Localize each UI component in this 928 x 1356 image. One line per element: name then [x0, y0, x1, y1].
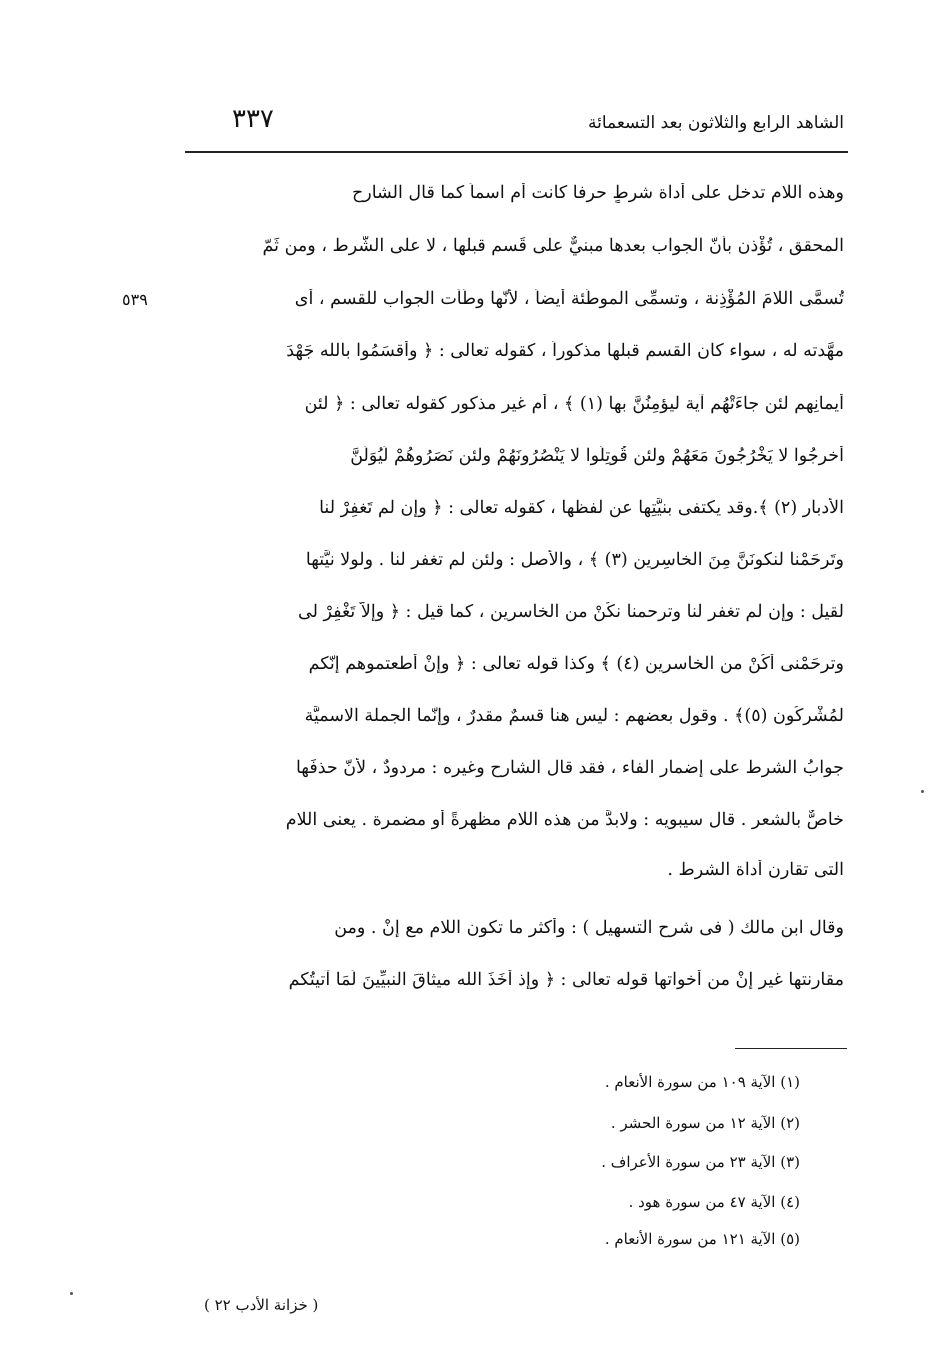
body-line: جوابُ الشرط على إضمار الفاء ، فقد قال الشارح وغيره : مردودٌ ، لأنّ حذفَها [295, 758, 844, 778]
scan-speck [70, 1292, 73, 1295]
signature-mark: ( خزانة الأدب ٢٢ ) [204, 1296, 319, 1314]
margin-reference-number: ٥٣٩ [122, 290, 148, 309]
page-number: ٣٣٧ [232, 104, 274, 134]
body-line: مهَّدته له ، سواء كان القسم قبلها مذكوراً ، كقوله تعالى : ﴿ وأقسَمُوا بالله جَهْدَ [286, 341, 844, 361]
body-line: وقال ابن مالك ( فى شرح التسهيل ) : وأكثر ما تكون اللام مع إنْ . ومن [334, 918, 844, 938]
header-rule [185, 151, 848, 153]
body-line: مقارنتها غير إنْ من أخواتها قوله تعالى : ﴿ وإذ أخَذَ الله ميثاقَ النبيِّينَ لَمَا آتيتُكم [288, 970, 844, 990]
footnote: (٢) الآية ١٢ من سورة الحشر . [610, 1114, 800, 1132]
body-line: أُخرجُوا لا يَخْرُجُونَ مَعَهُمْ ولئن قُوتِلُوا لا يَنْصُرُونَهُمْ ولئن نَصَرُوهُمْ لَيُوَلُّنَّ [350, 446, 844, 466]
body-line: وترحَمْنى أَكُنْ من الخاسرين (٤) ﴾ وكذا قوله تعالى : ﴿ وإنْ أطعتموهم إنّكم [308, 654, 844, 674]
body-line: التى تقارن أداة الشرط . [667, 860, 844, 880]
footnote: (٤) الآية ٤٧ من سورة هود . [628, 1193, 800, 1211]
body-line: الأدبار (٢) ﴾.وقد يكتفى بنيَّتِها عن لفظها ، كقوله تعالى : ﴿ وإن لم تَغفِرْ لنا [319, 498, 844, 518]
body-line: لمُشْرِكُون (٥)﴾ . وقول بعضهم : ليس هنا قسمٌ مقدرٌ ، وإنّما الجملة الاسميَّة [304, 706, 844, 726]
footnote-rule [735, 1048, 847, 1049]
footnote: (٣) الآية ٢٣ من سورة الأعراف . [601, 1153, 800, 1171]
scan-speck [921, 790, 924, 793]
body-line: خاصٌّ بالشعر . قال سيبويه : ولابدَّ من هذه اللامِ مظهرةً أو مضمرة . يعنى اللام [285, 810, 844, 830]
body-line: أيمانِهم لئن جاءَتْهُم آية ليؤمِنُنَّ بها (١) ﴾ ، أم غير مذكور كقوله تعالى : ﴿ لئن [304, 394, 844, 414]
body-line: وتَرحَمْنا لنكونَنَّ مِنَ الخاسِرِين (٣) ﴾ ، والأصل : ولئن لم تغفر لنا . ولولا نيَّتها [305, 550, 844, 570]
body-line: المحقق ، تُؤْذن بأنّ الجواب بعدها مبنيٌّ على قَسم قبلها ، لا على الشَّرط ، ومن ثَمّ [262, 236, 844, 256]
footnote: (١) الآية ١٠٩ من سورة الأنعام . [604, 1073, 800, 1091]
body-line: لقيل : وإن لم تغفر لنا وترحمنا نكُنْ من الخاسرين ، كما قيل : ﴿ وإلاّ تَغْفِرْ لى [297, 602, 844, 622]
running-head-title: الشاهد الرابع والثلاثون بعد التسعمائة [587, 113, 844, 133]
body-line: وهذه اللام تدخل على أداة شرطٍ حرفا كانت أم اسماً كما قال الشارح [351, 183, 844, 203]
footnote: (٥) الآية ١٢١ من سورة الأنعام . [604, 1230, 800, 1248]
body-line: تُسمَّى اللامَ المُؤْذِنة ، وتسمِّى الموطِّئة أيضاً ، لأنّها وطّأت الجواب للقسم ، أى [294, 289, 844, 309]
